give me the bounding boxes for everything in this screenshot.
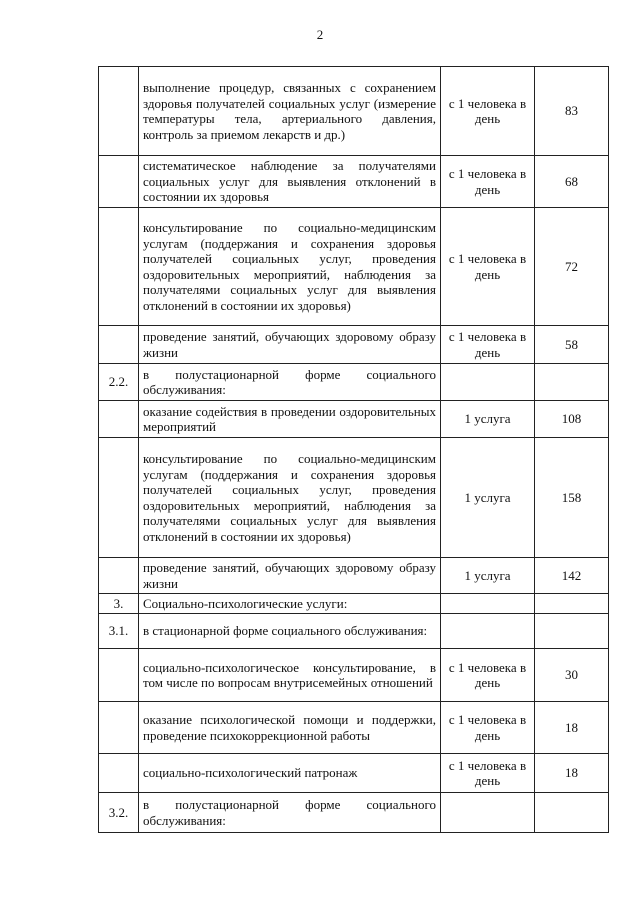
table-row: [99, 438, 609, 558]
service-name: оказание содействия в проведении оздоровительных мероприятий: [139, 401, 441, 438]
service-name: социально-психологическое консультирование, в том числе по вопросам внутрисемейных отношений: [139, 649, 441, 702]
service-unit: с 1 человека в день: [441, 754, 535, 793]
service-name: систематическое наблюдение за получателями социальных услуг для выявления отклонений в состоянии их здоровья: [139, 156, 441, 208]
row-number: [99, 67, 139, 156]
service-unit: [441, 793, 535, 833]
service-unit: 1 услуга: [441, 401, 535, 438]
table-row: [99, 594, 609, 614]
service-unit: с 1 человека в день: [441, 326, 535, 364]
service-value: 142: [535, 558, 609, 594]
service-value: 18: [535, 754, 609, 793]
service-unit: с 1 человека в день: [441, 67, 535, 156]
row-number: [99, 208, 139, 326]
table-row: [99, 326, 609, 364]
table-row: [99, 401, 609, 438]
table-row: [99, 156, 609, 208]
service-value: 158: [535, 438, 609, 558]
service-unit: 1 услуга: [441, 558, 535, 594]
service-value: 68: [535, 156, 609, 208]
service-name: социально-психологический патронаж: [139, 754, 441, 793]
service-name: оказание психологической помощи и поддержки, проведение психокоррекционной работы: [139, 702, 441, 754]
services-table: [98, 66, 609, 833]
row-number: [99, 702, 139, 754]
row-number: 2.2.: [99, 364, 139, 401]
page-number: 2: [316, 27, 324, 42]
service-unit: [441, 364, 535, 401]
service-name: проведение занятий, обучающих здоровому образу жизни: [139, 326, 441, 364]
service-value: 18: [535, 702, 609, 754]
service-name: проведение занятий, обучающих здоровому образу жизни: [139, 558, 441, 594]
table-row: [99, 208, 609, 326]
service-unit: [441, 614, 535, 649]
row-number: [99, 649, 139, 702]
service-value: 58: [535, 326, 609, 364]
service-value: 83: [535, 67, 609, 156]
row-number: [99, 754, 139, 793]
service-name: Социально-психологические услуги:: [139, 594, 441, 614]
service-name: консультирование по социально-медицинским услугам (поддержания и сохранения здоровья получателей социальных услуг, проведения оздоровительных мероприятий, наблюдения за получателями социальных услуг для выявления отклонений в состоянии их здоровья): [139, 438, 441, 558]
service-name: в полустационарной форме социального обслуживания:: [139, 793, 441, 833]
table-row: [99, 702, 609, 754]
table-row: [99, 649, 609, 702]
table-row: [99, 754, 609, 793]
row-number: [99, 156, 139, 208]
service-value: 72: [535, 208, 609, 326]
service-value: 108: [535, 401, 609, 438]
row-number: [99, 326, 139, 364]
table-row: [99, 614, 609, 649]
service-name: в полустационарной форме социального обслуживания:: [139, 364, 441, 401]
service-unit: с 1 человека в день: [441, 702, 535, 754]
table-row: [99, 793, 609, 833]
table-row: [99, 558, 609, 594]
service-value: [535, 364, 609, 401]
service-unit: с 1 человека в день: [441, 208, 535, 326]
table-row: [99, 67, 609, 156]
row-number: 3.1.: [99, 614, 139, 649]
service-unit: с 1 человека в день: [441, 649, 535, 702]
service-name: в стационарной форме социального обслуживания:: [139, 614, 441, 649]
service-value: [535, 594, 609, 614]
service-unit: [441, 594, 535, 614]
service-unit: с 1 человека в день: [441, 156, 535, 208]
service-value: 30: [535, 649, 609, 702]
service-name: консультирование по социально-медицинским услугам (поддержания и сохранения здоровья получателей социальных услуг, проведения оздоровительных мероприятий, наблюдения за получателями социальных услуг для выявления отклонений в состоянии их здоровья): [139, 208, 441, 326]
row-number: [99, 438, 139, 558]
service-name: выполнение процедур, связанных с сохранением здоровья получателей социальных услуг (измерение температуры тела, артериального давления, контроль за приемом лекарств и др.): [139, 67, 441, 156]
table-row: [99, 364, 609, 401]
service-unit: 1 услуга: [441, 438, 535, 558]
row-number: 3.: [99, 594, 139, 614]
row-number: 3.2.: [99, 793, 139, 833]
row-number: [99, 558, 139, 594]
row-number: [99, 401, 139, 438]
service-value: [535, 614, 609, 649]
service-value: [535, 793, 609, 833]
